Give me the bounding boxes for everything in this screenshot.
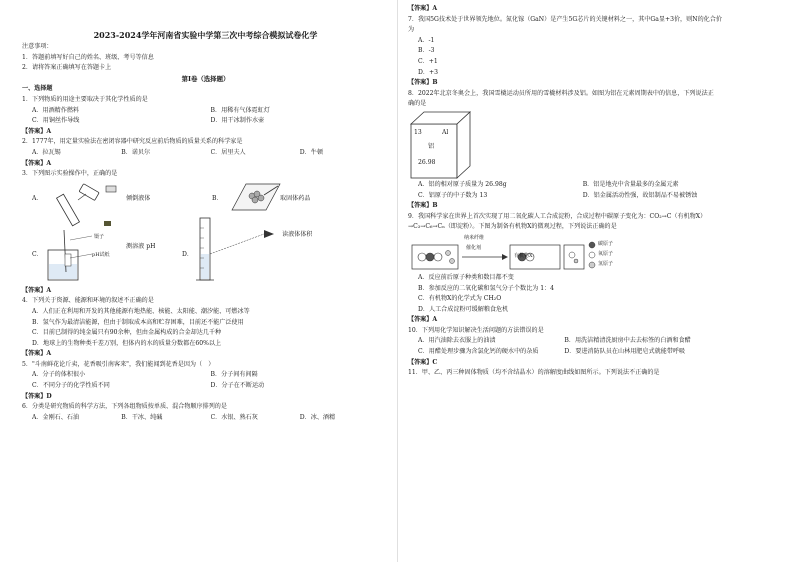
- option: D．牛顿: [299, 148, 323, 156]
- notice-heading: 注意事项：: [22, 43, 53, 50]
- option: C．水银、熟石灰: [210, 413, 258, 421]
- figure-caption: 测溶液 pH: [126, 242, 156, 250]
- notice-item: 2．请将答案正确填写在答题卡上: [22, 64, 112, 72]
- question-8-options: [408, 191, 784, 202]
- option: B．-3: [418, 47, 435, 55]
- question-5-stem: 5．"斗南鲜花论斤卖，花香吸引南客来"，我们能闻到花香是因为（ ）: [22, 360, 215, 368]
- element-number: 13: [414, 128, 422, 136]
- question-1-options: [22, 106, 389, 117]
- answer-label: 【答案】B: [408, 79, 438, 87]
- option: D．铝金属活动性强，故铝制品不易被锈蚀: [582, 191, 698, 199]
- option: A．用汽油除去衣服上的油渍: [418, 337, 496, 345]
- legend-oxygen: 氧原子: [598, 250, 614, 257]
- arrow-label: 纳米纤维: [464, 234, 485, 241]
- element-cell-frame: [410, 110, 472, 180]
- question-7-stem-cont: 为: [408, 26, 415, 34]
- option: C．铝原子的中子数为 13: [418, 191, 488, 199]
- option: D．要进消防队员在山林用肥皂式就能带呼吸: [564, 348, 686, 356]
- option: A．反应前后原子种类和数目都不变: [418, 273, 514, 281]
- option: A．金刚石、石油: [32, 413, 80, 421]
- option: D．分子在不断运动: [210, 382, 265, 390]
- option: C．+1: [418, 57, 438, 65]
- question-2-stem: 2．1777年，用定量实验法在密闭容器中研究反应前后物质的质量关系的科学家是: [22, 138, 243, 146]
- question-9-stem: 9．我国科学家在世界上首次实现了用二氧化碳人工合成淀粉，合成过程中碳原子变化为：CO₂→C（有机物X）: [408, 212, 707, 220]
- option: B．用稀有气体霓虹灯: [210, 106, 270, 114]
- question-3-figures: [22, 180, 389, 286]
- option: D．人工合成淀粉可缓解粮食危机: [418, 305, 509, 313]
- option: B．分子间有间隔: [210, 371, 258, 379]
- option: C．目前已制得的纯金属只有90余种，但由金属构成的合金却达几千种: [32, 329, 222, 337]
- option: A．-1: [418, 36, 435, 44]
- option: C．有机物X的化学式为 CH₂O: [418, 295, 502, 303]
- question-11-stem: 11．甲、乙、丙三种固体物质（均不含结晶水）的溶解度曲线如图所示。下列说法不正确的是: [408, 369, 660, 377]
- question-3-stem: 3．下列图示实验操作中，正确的是: [22, 170, 118, 178]
- question-6-options: [22, 413, 389, 424]
- element-mass: 26.98: [418, 158, 436, 166]
- option-label: A．: [32, 194, 43, 202]
- option: D．地球上的生物种类千差万别，但体内的水的质量分数都在60%以上: [32, 339, 222, 347]
- figure-label: 镊子: [94, 233, 105, 240]
- section-heading: 一、选择题: [22, 85, 53, 93]
- element-symbol: Al: [442, 128, 449, 136]
- part-heading: 第Ⅰ卷（选择题）: [181, 74, 230, 83]
- figure-caption: 取固体药品: [280, 194, 311, 202]
- reaction-figure: [408, 233, 784, 273]
- element-cell-figure: [408, 110, 784, 180]
- question-6-stem: 6．分类是研究物质的科学方法，下列各组物质按单质、混合物顺序排列的是: [22, 403, 227, 411]
- question-7-stem: 7．我国5G技术处于世界领先地位。氮化镓（GaN）是产生5G芯片的关键材料之一，其中Ga显+3价，则N的化合价: [408, 15, 722, 23]
- question-5-options: [22, 370, 389, 381]
- option: B．诺贝尔: [121, 148, 151, 156]
- question-4-stem: 4．下列关于资源、能源和环境的叙述不正确的是: [22, 297, 154, 305]
- question-8-options: [408, 180, 784, 191]
- question-2-options: [22, 148, 389, 159]
- option: B．铝是地壳中含量最多的金属元素: [582, 180, 679, 188]
- option: C．用醋处理步骤为含氯化钙的硬水中的杂质: [418, 348, 539, 356]
- answer-label: 【答案】B: [408, 202, 438, 210]
- option: D．用干冰制作水壶: [210, 117, 265, 125]
- option-label: D．: [182, 250, 193, 258]
- product-label: 有机物X: [514, 252, 533, 259]
- question-8-stem: 8．2022年北京冬奥会上，我国雪橇运动员所用的雪橇材料涉及铝。如图为铝在元素周期表中的信息，下列说法正: [408, 89, 714, 97]
- question-1-stem: 1．下列物质的用途主要取决于其化学性质的是: [22, 95, 148, 103]
- answer-label: 【答案】A: [22, 350, 52, 358]
- legend-hydrogen: 氢原子: [598, 260, 614, 267]
- answer-label: 【答案】A: [408, 316, 438, 324]
- arrow-label: 催化剂: [466, 244, 482, 251]
- option: A．铝的相对原子质量为 26.98g: [418, 180, 507, 188]
- question-10-options: [408, 347, 784, 358]
- option: D．+3: [418, 68, 438, 76]
- element-name: 铝: [428, 142, 435, 150]
- page-title: 2023-2024学年河南省实验中学第三次中考综合模拟试卷化学: [93, 30, 318, 40]
- option: A．用酒精作燃料: [32, 106, 80, 114]
- figure-label: pH试纸: [92, 251, 110, 258]
- bottle-stopper-icon: [102, 218, 114, 228]
- option: A．人们正在利用和开发的其他能源有地热能、核能、太阳能、潮汐能、可燃冰等: [32, 307, 250, 315]
- option: C．不同分子的化学性质不同: [32, 382, 110, 390]
- legend-carbon: 碳原子: [598, 240, 614, 247]
- question-8-stem-cont: 确的是: [408, 100, 427, 108]
- option: B．参加反应的二氧化碳和氢气分子个数比为 1：4: [418, 284, 555, 292]
- answer-label: 【答案】A: [22, 127, 52, 135]
- question-9-stem-cont: →C₃→C₆→Cₙ（即淀粉）。下图为制备有机物X的微观过程，下列说法正确的是: [408, 223, 617, 231]
- figure-caption: 读液体体积: [282, 230, 313, 238]
- solid-reagent-diagram: [222, 180, 282, 214]
- option: D．冰、酒精: [299, 413, 336, 421]
- right-page: [397, 0, 794, 562]
- option-label: B．: [212, 194, 223, 202]
- question-1-options: [22, 116, 389, 127]
- reaction-diagram: [410, 237, 670, 271]
- answer-label: 【答案】A: [22, 286, 52, 294]
- notice-item: 1．答题前填写好自己的姓名、班级、考号等信息: [22, 53, 154, 61]
- answer-label: 【答案】C: [408, 358, 438, 366]
- answer-label: 【答案】A: [22, 159, 52, 167]
- answer-label: 【答案】D: [22, 392, 52, 400]
- question-10-options: [408, 336, 784, 347]
- answer-label: 【答案】A: [408, 5, 438, 12]
- option: C．居里夫人: [210, 148, 246, 156]
- option: A．拉瓦锡: [32, 148, 61, 156]
- question-10-stem: 10．下列用化学知识解决生活问题的方法错误的是: [408, 326, 544, 334]
- question-5-options: [22, 381, 389, 392]
- option: B．氢气作为最清洁能源，但由于制取成本高和贮存困难，目前还不能广泛使用: [32, 318, 244, 326]
- option: C．用铜丝作导线: [32, 117, 80, 125]
- option: A．分子的体积很小: [32, 371, 86, 379]
- figure-caption: 倾倒液体: [126, 194, 151, 202]
- option-label: C．: [32, 250, 43, 258]
- option: B．用洗洁精清洗厨房中去去标签的白酒和食醋: [564, 337, 691, 345]
- graduated-cylinder-diagram: [192, 214, 282, 286]
- option: B．干冰、纯碱: [121, 413, 163, 421]
